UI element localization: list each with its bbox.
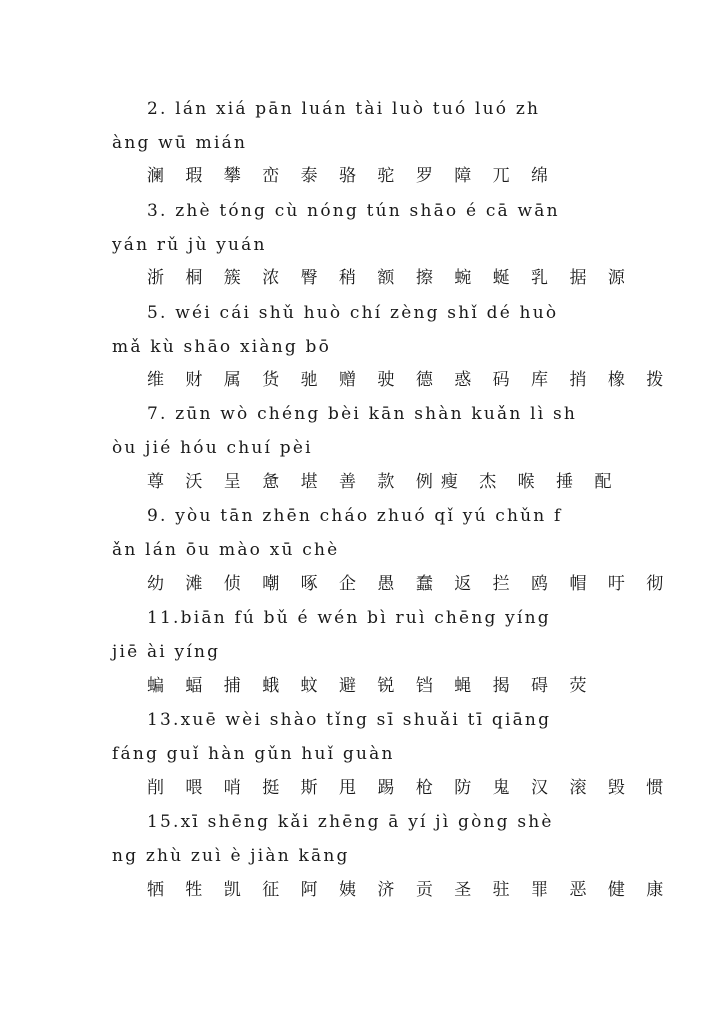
hanzi-line: 尊 沃 呈 惫 堪 善 款 例瘦 杰 喉 捶 配	[147, 472, 620, 492]
pinyin-line: yán rǔ jù yuán	[112, 235, 267, 255]
pinyin-line: 15.xī shēng kǎi zhēng ā yí jì gòng shè	[147, 812, 554, 832]
pinyin-line: 5. wéi cái shǔ huò chí zèng shǐ dé huò	[147, 303, 559, 323]
pinyin-line: 9. yòu tān zhēn cháo zhuó qǐ yú chǔn f	[147, 506, 563, 526]
hanzi-line: 浙 桐 簇 浓 臀 稍 额 擦 蜿 蜒 乳 据 源	[147, 268, 633, 288]
pinyin-line: jiē ài yíng	[112, 642, 221, 662]
hanzi-line: 蝙 蝠 捕 蛾 蚊 避 锐 铛 蝇 揭 碍 荧	[147, 676, 595, 696]
pinyin-line: àng wū mián	[112, 133, 248, 153]
hanzi-line: 维 财 属 货 驰 赠 驶 德 惑 码 库 捎 橡 拨	[147, 370, 672, 390]
hanzi-line: 幼 滩 侦 嘲 啄 企 愚 蠢 返 拦 鸥 帽 吁 彻	[147, 574, 672, 594]
pinyin-line: òu jié hóu chuí pèi	[112, 438, 313, 458]
pinyin-line: 7. zūn wò chéng bèi kān shàn kuǎn lì sh	[147, 404, 578, 424]
pinyin-line: 13.xuē wèi shào tǐng sī shuǎi tī qiāng	[147, 710, 552, 730]
pinyin-line: ǎn lán ōu mào xū chè	[112, 540, 340, 560]
pinyin-line: 3. zhè tóng cù nóng tún shāo é cā wān	[147, 201, 560, 221]
hanzi-line: 牺 牲 凯 征 阿 姨 济 贡 圣 驻 罪 恶 健 康	[147, 880, 672, 900]
pinyin-line: 11.biān fú bǔ é wén bì ruì chēng yíng	[147, 608, 551, 628]
hanzi-line: 削 喂 哨 挺 斯 甩 踢 枪 防 鬼 汉 滚 毁 惯	[147, 778, 672, 798]
pinyin-line: 2. lán xiá pān luán tài luò tuó luó zh	[147, 99, 541, 119]
pinyin-line: mǎ kù shāo xiàng bō	[112, 337, 332, 357]
hanzi-line: 澜 瑕 攀 峦 泰 骆 驼 罗 障 兀 绵	[147, 166, 557, 186]
pinyin-line: ng zhù zuì è jiàn kāng	[112, 846, 350, 866]
pinyin-line: fáng guǐ hàn gǔn huǐ guàn	[112, 744, 395, 764]
